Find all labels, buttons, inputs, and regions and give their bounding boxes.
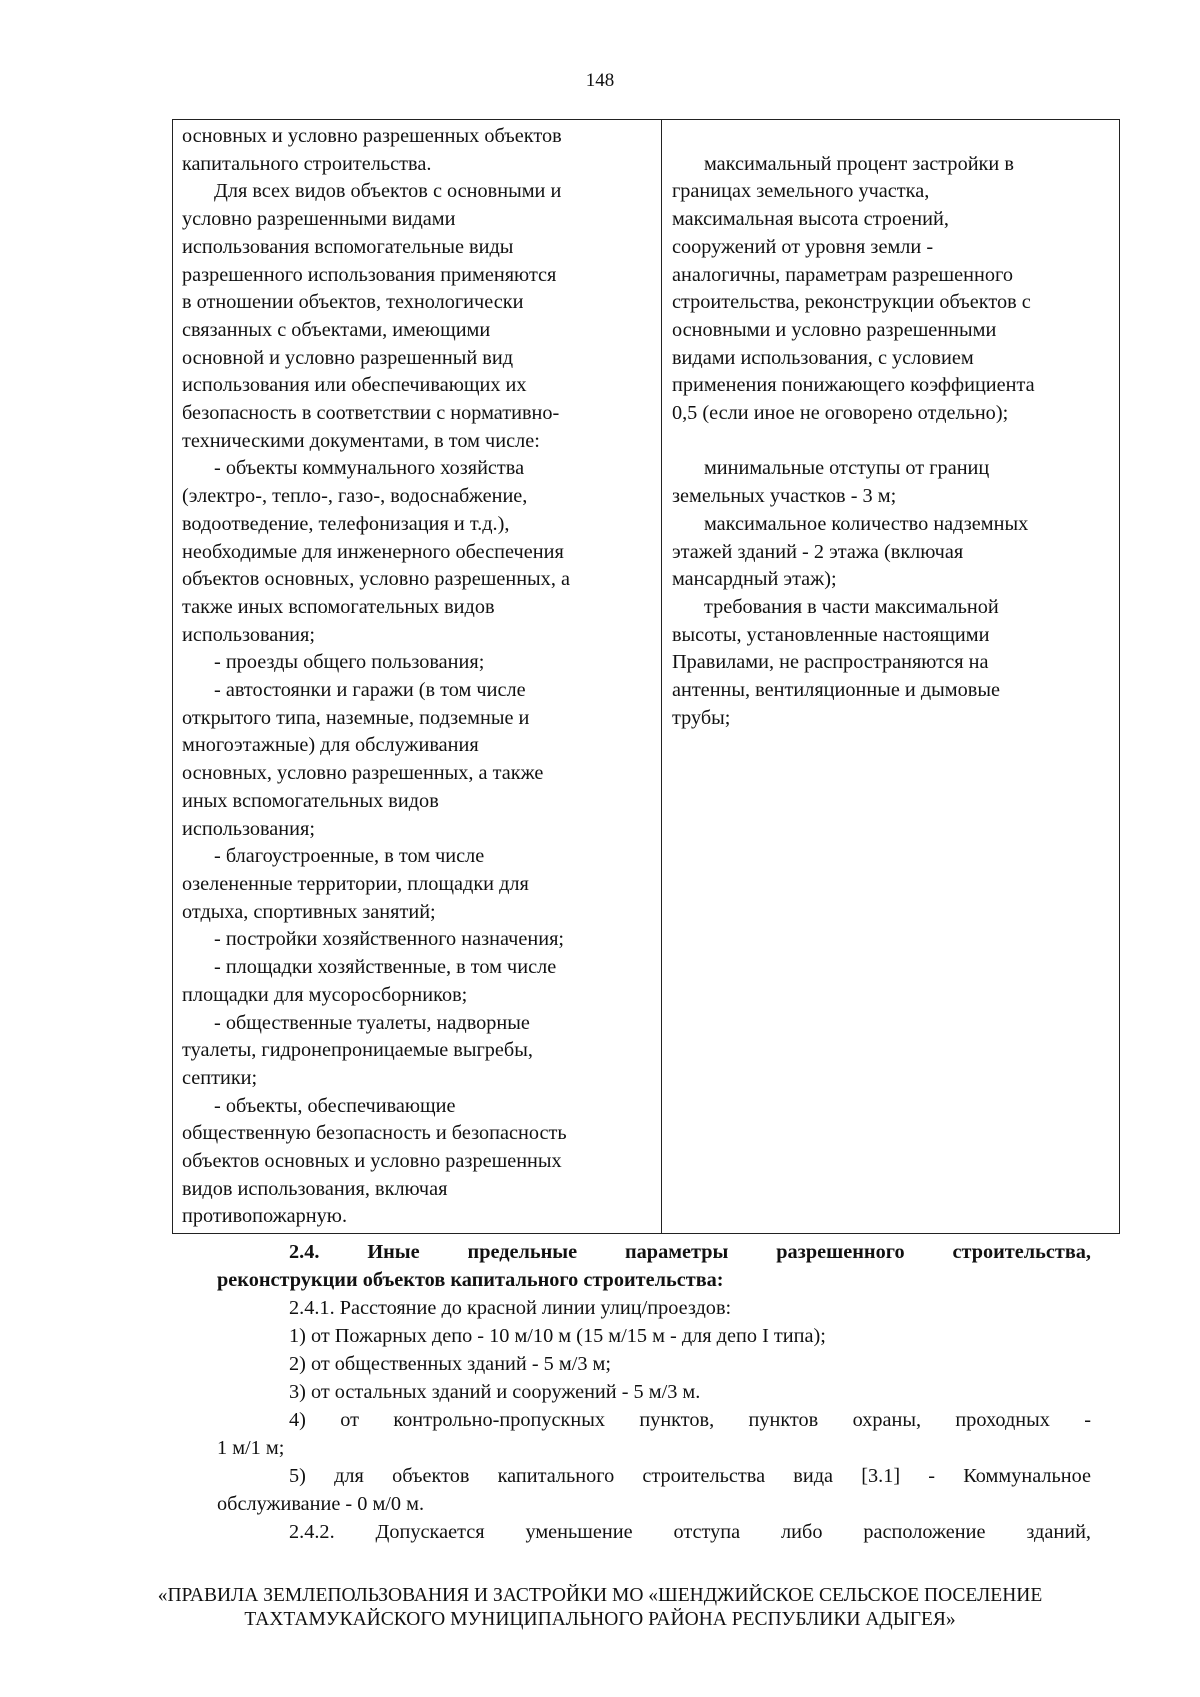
left-cell-line: площадки для мусоросборников; (182, 983, 468, 1006)
right-cell-line (672, 428, 1111, 456)
left-cell-line: - объекты, обеспечивающие (214, 1094, 456, 1117)
right-cell-line: Правилами, не распространяются на (671, 651, 989, 674)
left-cell-line: - благоустроенные, в том числе (214, 845, 485, 868)
document-footer (0, 1584, 1200, 1632)
section-heading-line2: реконструкции объектов капитального строительства: (217, 1269, 724, 1291)
left-cell-line: разрешенного использования применяются (182, 263, 557, 286)
left-cell-line: - проезды общего пользования; (214, 651, 485, 674)
left-cell-line: - объекты коммунального хозяйства (214, 457, 525, 480)
list-item-4-line1: 4) от контрольно-пропускных пунктов, пунктов охраны, проходных - (289, 1409, 1091, 1431)
list-item-5-line2: обслуживание - 0 м/0 м. (217, 1493, 425, 1515)
list-item-3: 3) от остальных зданий и сооружений - 5 м/3 м. (289, 1381, 701, 1403)
right-cell-line: антенны, вентиляционные и дымовые (671, 679, 1000, 702)
list-item-1: 1) от Пожарных депо - 10 м/10 м (15 м/15 м - для депо I типа); (289, 1325, 826, 1347)
right-cell-line: трубы; (671, 706, 731, 729)
left-cell-line: - постройки хозяйственного назначения; (214, 928, 565, 951)
right-cell-line: максимальный процент застройки в (703, 152, 1014, 175)
left-cell-line: - общественные туалеты, надворные (214, 1011, 530, 1034)
section-2-4 (217, 1238, 1091, 1546)
table-cell-left (173, 120, 662, 1233)
left-cell-line: объектов основных, условно разрешенных, а (182, 568, 570, 591)
right-cell-line: строительства, реконструкции объектов с (671, 291, 1031, 314)
right-cell-line: 0,5 (если иное не оговорено отдельно); (671, 402, 1009, 425)
left-cell-line: (электро-, тепло-, газо-, водоснабжение, (182, 485, 528, 508)
right-cell-line: максимальная высота строений, (671, 208, 949, 231)
left-cell-line: также иных вспомогательных видов (182, 595, 495, 618)
left-cell-line: условно разрешенными видами (182, 208, 456, 231)
list-item-5-line1: 5) для объектов капитального строительства вида [3.1] - Коммунальное (289, 1465, 1091, 1487)
footer-line2: ТАХТАМУКАЙСКОГО МУНИЦИПАЛЬНОГО РАЙОНА РЕСПУБЛИКИ АДЫГЕЯ» (244, 1609, 956, 1630)
right-cell-line (672, 123, 1111, 151)
left-cell-line: использования вспомогательные виды (182, 235, 514, 258)
list-item-4-line2: 1 м/1 м; (217, 1437, 285, 1459)
parameters-table (172, 119, 1120, 1234)
left-cell-line: туалеты, гидронепроницаемые выгребы, (182, 1039, 533, 1062)
left-cell-line: открытого типа, наземные, подземные и (182, 706, 530, 729)
left-cell-line: септики; (182, 1066, 258, 1089)
list-item-2: 2) от общественных зданий - 5 м/3 м; (289, 1353, 612, 1375)
left-cell-line: основной и условно разрешенный вид (182, 346, 514, 369)
footer-line1: «ПРАВИЛА ЗЕМЛЕПОЛЬЗОВАНИЯ И ЗАСТРОЙКИ МО «ШЕНДЖИЙСКОЕ СЕЛЬСКОЕ ПОСЕЛЕНИЕ (157, 1585, 1043, 1606)
left-cell-line: видов использования, включая (182, 1177, 448, 1200)
paragraph-2-4-2: 2.4.2. Допускается уменьшение отступа либо расположение зданий, (289, 1521, 1091, 1543)
left-cell-line: - площадки хозяйственные, в том числе (214, 956, 557, 979)
right-cell-line: границах земельного участка, (671, 180, 930, 203)
table-cell-right (662, 120, 1119, 1233)
right-cell-line: применения понижающего коэффициента (671, 374, 1035, 397)
left-cell-line: капитального строительства. (182, 152, 432, 175)
page-number: 148 (585, 70, 615, 91)
left-cell-line: отдыха, спортивных занятий; (182, 900, 436, 923)
left-cell-line: основных, условно разрешенных, а также (182, 762, 544, 785)
left-cell-line: - автостоянки и гаражи (в том числе (214, 679, 526, 702)
section-heading-line1: 2.4. Иные предельные параметры разрешенного строительства, (289, 1241, 1091, 1263)
right-cell-line: земельных участков - 3 м; (671, 485, 897, 508)
right-cell-line: мансардный этаж); (671, 568, 837, 591)
left-cell-line: Для всех видов объектов с основными и (214, 180, 562, 203)
left-cell-line: объектов основных и условно разрешенных (182, 1150, 562, 1173)
left-cell-line: использования; (182, 817, 315, 840)
left-cell-line: связанных с объектами, имеющими (182, 318, 491, 341)
right-cell-line: требования в части максимальной (703, 595, 999, 618)
paragraph-2-4-1: 2.4.1. Расстояние до красной линии улиц/проездов: (289, 1297, 732, 1319)
right-cell-line: высоты, установленные настоящими (671, 623, 990, 646)
right-cell-line: сооружений от уровня земли - (671, 235, 934, 258)
left-cell-line: использования или обеспечивающих их (182, 374, 527, 397)
right-cell-line: минимальные отступы от границ (703, 457, 990, 480)
left-cell-line: общественную безопасность и безопасность (182, 1122, 567, 1145)
left-cell-line: необходимые для инженерного обеспечения (182, 540, 564, 563)
right-cell-line: этажей зданий - 2 этажа (включая (671, 540, 964, 563)
left-cell-line: противопожарную. (182, 1205, 348, 1228)
left-cell-line: иных вспомогательных видов (182, 789, 439, 812)
left-cell-line: техническими документами, в том числе: (182, 429, 540, 452)
left-cell-line: многоэтажные) для обслуживания (182, 734, 479, 757)
left-cell-line: в отношении объектов, технологически (182, 291, 524, 314)
left-cell-line: озелененные территории, площадки для (182, 872, 529, 895)
left-cell-line: водоотведение, телефонизация и т.д.), (182, 512, 510, 535)
left-cell-line: основных и условно разрешенных объектов (182, 125, 562, 147)
left-cell-line: безопасность в соответствии с нормативно- (182, 402, 560, 425)
right-cell-line: основными и условно разрешенными (671, 318, 997, 341)
right-cell-line: аналогичны, параметрам разрешенного (671, 263, 1013, 286)
right-cell-line: максимальное количество надземных (703, 512, 1029, 535)
left-cell-line: использования; (182, 623, 315, 646)
right-cell-line: видами использования, с условием (671, 346, 974, 369)
